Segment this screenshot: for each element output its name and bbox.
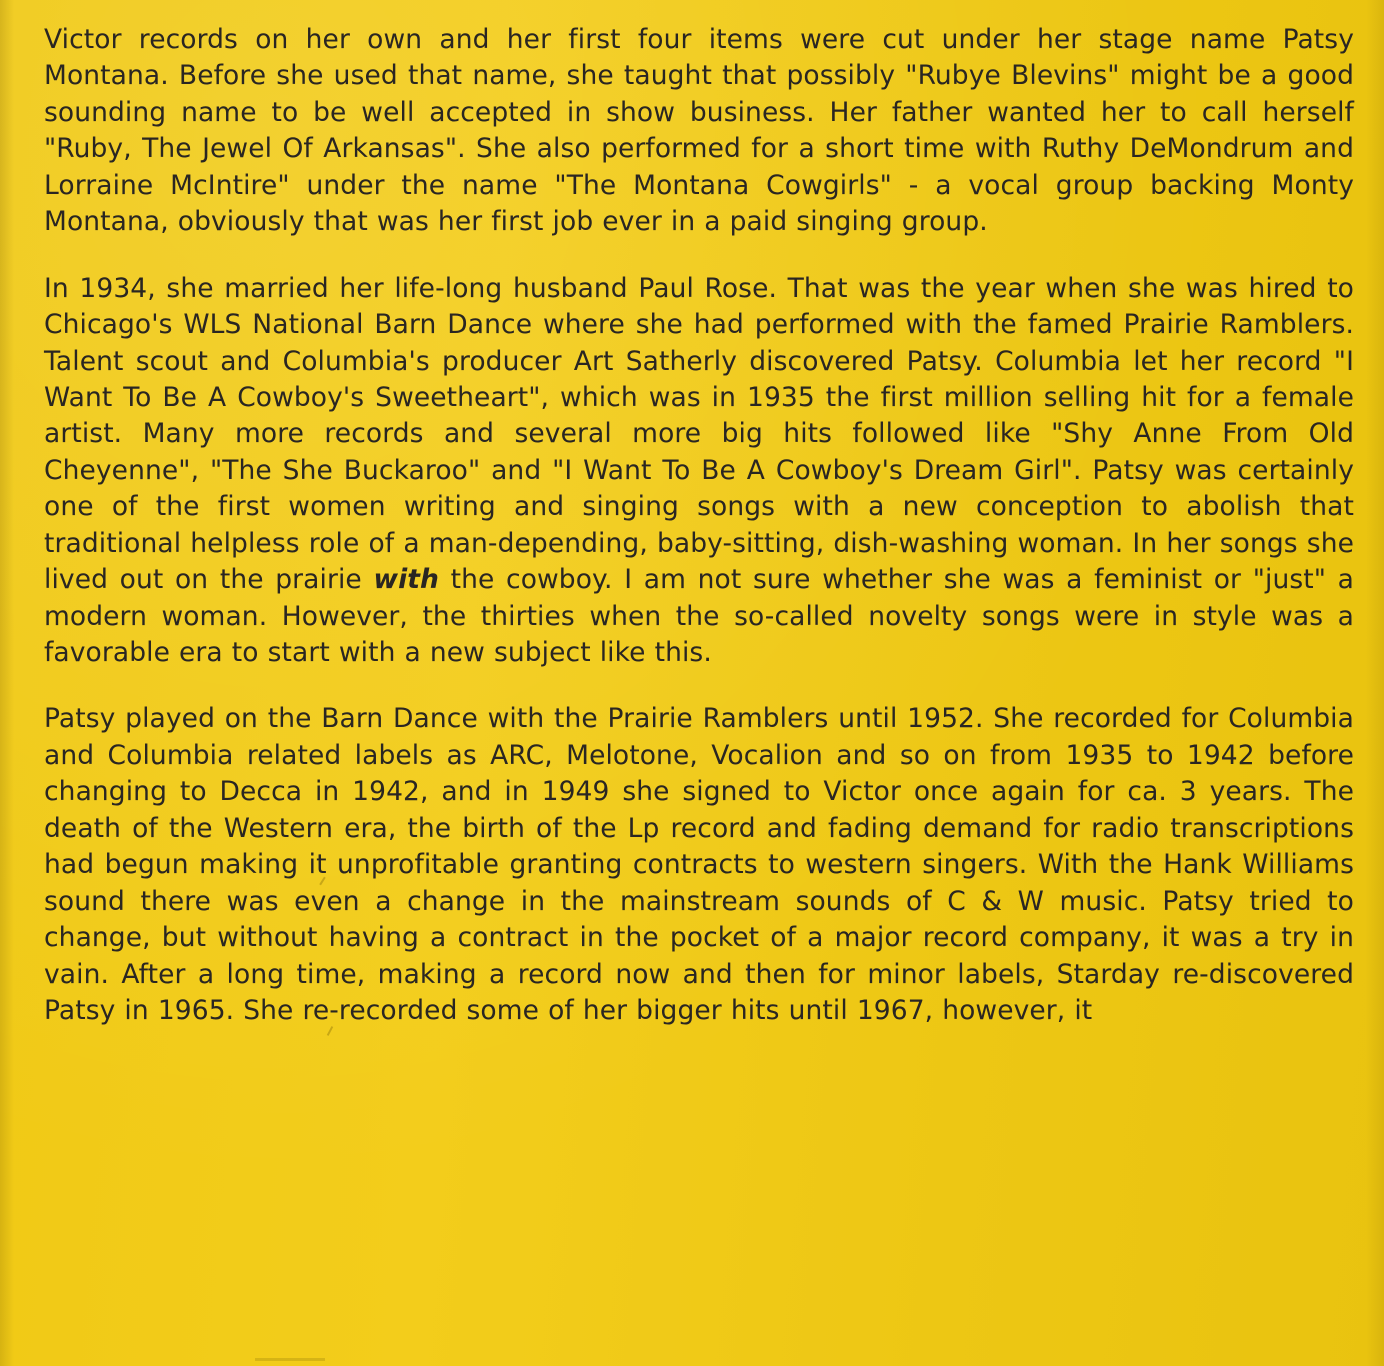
paragraph-3: Patsy played on the Barn Dance with the Prairie Ramblers until 1952. She recorded for Columbia and Columbia related labels as ARC, Melotone, Vocalion and so on from 1935 to 1942 before changing to Decca in 1942, and in 1949 she signed to Victor once again for ca. 3 years. The death of the Western era, the birth of the Lp record and fading demand for radio transcriptions had begun making it unprofitable granting contracts to western singers. With the Hank Williams sound there was even a change in the mainstream sounds of C & W music. Patsy tried to change, but without having a contract in the pocket of a major record company, it was a try in vain. After a long time, making a record now and then for minor labels, Starday re-discovered Patsy in 1965. She re-recorded some of her bigger hits until 1967, however, it [44, 703, 1354, 1026]
paragraph-2-text-before: In 1934, she married her life-long husband Paul Rose. That was the year when she was hired to Chicago's WLS National Barn Dance where she had performed with the famed Prairie Ramblers. Talent scout and Columbia's producer Art Satherly discovered Patsy. Columbia let her record "I Want To Be A Cowboy's Sweetheart", which was in 1935 the first million selling hit for a female artist. Many more records and several more big hits followed like "Shy Anne From Old Cheyenne", "The She Buckaroo" and "I Want To Be A Cowboy's Dream Girl". Patsy was certainly one of the first women writing and singing songs with a new conception to abolish that traditional helpless role of a man-depending, baby-sitting, dish-washing woman. In her songs she lived out on the prairie [44, 272, 1354, 596]
paragraph-2 [44, 271, 1354, 672]
paragraph-2-text-after: the cowboy. I am not sure whether she was a feminist or "just" a modern woman. However, the thirties when the so-called novelty songs were in style was a favorable era to start with a new subject like this. [44, 564, 1354, 668]
paragraph-2-emphasis: with [373, 564, 439, 596]
paragraph-1: Victor records on her own and her first four items were cut under her stage name Patsy Montana. Before she used that name, she taught that possibly "Rubye Blevins" might be a good sounding name to be well accepted in show business. Her father wanted her to call herself "Ruby, The Jewel Of Arkansas". She also performed for a short time with Ruthy DeMondrum and Lorraine McIntire" under the name "The Montana Cowgirls" - a vocal group backing Monty Montana, obviously that was her first job ever in a paid singing group. [44, 24, 1354, 238]
scan-artifact-edge [255, 1358, 325, 1361]
